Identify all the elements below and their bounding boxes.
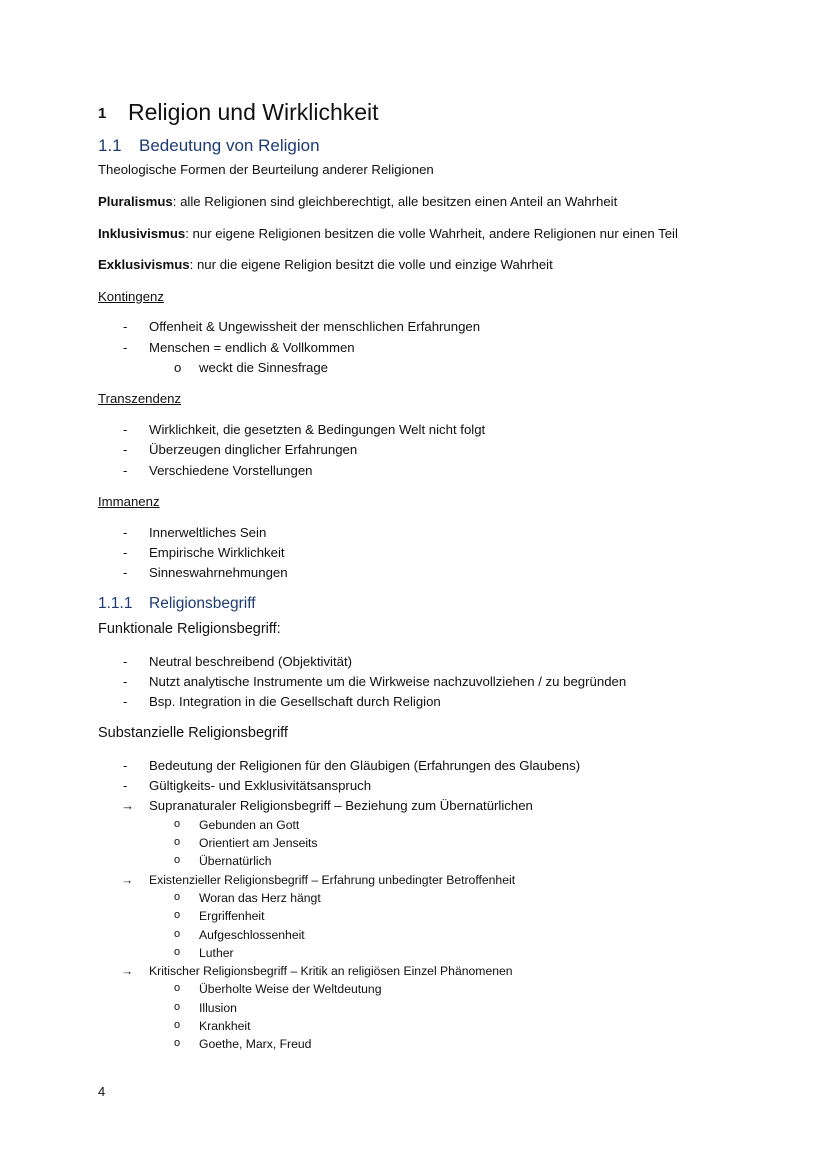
definition-term: Exklusivismus: [98, 257, 190, 272]
list-item: - Neutral beschreibend (Objektivität): [123, 654, 353, 669]
sub-list-item: o Krankheit: [174, 1019, 251, 1033]
dash-marker: -: [123, 442, 128, 457]
definition-exklusivismus: [98, 257, 553, 272]
page-number: 4: [98, 1084, 106, 1099]
intro-paragraph: Theologische Formen der Beurteilung anderer Religionen: [98, 162, 434, 177]
heading-2-number: 1.1: [98, 136, 122, 155]
subheading-substanziell: Substanzielle Religionsbegriff: [98, 725, 288, 741]
arrow-item-supranatural: → Supranaturaler Religionsbegriff – Beziehung zum Übernatürlichen: [121, 798, 533, 813]
dash-marker: -: [123, 525, 128, 540]
dash-marker: -: [123, 463, 128, 478]
sub-list-item: o Ergriffenheit: [174, 909, 265, 923]
heading-1: [98, 99, 379, 126]
arrow-item-existenziell: → Existenzieller Religionsbegriff – Erfahrung unbedingter Betroffenheit: [121, 873, 516, 887]
sub-list-item: o Übernatürlich: [174, 854, 272, 868]
circle-marker: o: [174, 818, 181, 830]
sub-list-item: o weckt die Sinnesfrage: [174, 360, 329, 375]
dash-marker: -: [123, 654, 128, 669]
list-item: - Überzeugen dinglicher Erfahrungen: [123, 442, 358, 457]
heading-2: [98, 136, 320, 156]
dash-marker: -: [123, 778, 128, 793]
definition-inklusivismus: [98, 226, 678, 241]
heading-2-title: Bedeutung von Religion: [139, 136, 320, 155]
sub-list-item: o Orientiert am Jenseits: [174, 836, 318, 850]
list-item: - Bsp. Integration in die Gesellschaft durch Religion: [123, 694, 441, 709]
dash-marker: -: [123, 319, 128, 334]
dash-marker: -: [123, 545, 128, 560]
arrow-item-kritisch: → Kritischer Religionsbegriff – Kritik an religiösen Einzel Phänomenen: [121, 964, 513, 978]
circle-marker: o: [174, 360, 182, 375]
circle-marker: o: [174, 836, 181, 848]
circle-marker: o: [174, 1037, 181, 1049]
list-item: - Sinneswahrnehmungen: [123, 565, 288, 580]
definition-text: : alle Religionen sind gleichberechtigt, alle besitzen einen Anteil an Wahrheit: [172, 194, 618, 209]
list-item: - Innerweltliches Sein: [123, 525, 267, 540]
circle-marker: o: [174, 1001, 181, 1013]
circle-marker: o: [174, 891, 181, 903]
arrow-right-icon: →: [121, 798, 135, 813]
section-heading-kontingenz: Kontingenz: [98, 289, 164, 304]
subheading-funktional: Funktionale Religionsbegriff:: [98, 621, 281, 637]
heading-3-title: Religionsbegriff: [149, 595, 256, 612]
list-item: - Menschen = endlich & Vollkommen: [123, 340, 355, 355]
section-heading-immanenz: Immanenz: [98, 494, 160, 509]
list-item: - Offenheit & Ungewissheit der menschlichen Erfahrungen: [123, 319, 481, 334]
circle-marker: o: [174, 946, 181, 958]
sub-list-item: o Aufgeschlossenheit: [174, 928, 305, 942]
heading-3-number: 1.1.1: [98, 595, 133, 612]
section-heading-transzendenz: Transzendenz: [98, 391, 182, 406]
heading-3: [98, 595, 256, 613]
arrow-right-icon: →: [121, 873, 134, 887]
dash-marker: -: [123, 758, 128, 773]
dash-marker: -: [123, 565, 128, 580]
heading-1-title: Religion und Wirklichkeit: [128, 99, 379, 125]
dash-marker: -: [123, 340, 128, 355]
list-item: - Empirische Wirklichkeit: [123, 545, 285, 560]
circle-marker: o: [174, 982, 181, 994]
sub-list-item: o Goethe, Marx, Freud: [174, 1037, 312, 1051]
list-item: - Verschiedene Vorstellungen: [123, 463, 313, 478]
sub-list-item: o Woran das Herz hängt: [174, 891, 321, 905]
definition-term: Pluralismus: [98, 194, 173, 209]
list-item: - Nutzt analytische Instrumente um die Wirkweise nachzuvollziehen / zu begründen: [123, 674, 627, 689]
dash-marker: -: [123, 422, 128, 437]
sub-list-item: o Überholte Weise der Weltdeutung: [174, 982, 382, 996]
circle-marker: o: [174, 909, 181, 921]
circle-marker: o: [174, 928, 181, 940]
list-item: - Wirklichkeit, die gesetzten & Bedingungen Welt nicht folgt: [123, 422, 486, 437]
circle-marker: o: [174, 854, 181, 866]
definition-pluralismus: [98, 194, 617, 209]
sub-list-item: o Gebunden an Gott: [174, 818, 300, 832]
dash-marker: -: [123, 674, 128, 689]
definition-text: : nur eigene Religionen besitzen die volle Wahrheit, andere Religionen nur einen Teil: [185, 226, 678, 241]
circle-marker: o: [174, 1019, 181, 1031]
definition-term: Inklusivismus: [98, 226, 186, 241]
list-item: - Gültigkeits- und Exklusivitätsanspruch: [123, 778, 372, 793]
sub-list-item: o Illusion: [174, 1001, 237, 1015]
arrow-right-icon: →: [121, 964, 134, 978]
heading-1-number: 1: [98, 105, 107, 122]
sub-list-item: o Luther: [174, 946, 234, 960]
dash-marker: -: [123, 694, 128, 709]
list-item: - Bedeutung der Religionen für den Gläubigen (Erfahrungen des Glaubens): [123, 758, 581, 773]
definition-text: : nur die eigene Religion besitzt die volle und einzige Wahrheit: [189, 257, 553, 272]
